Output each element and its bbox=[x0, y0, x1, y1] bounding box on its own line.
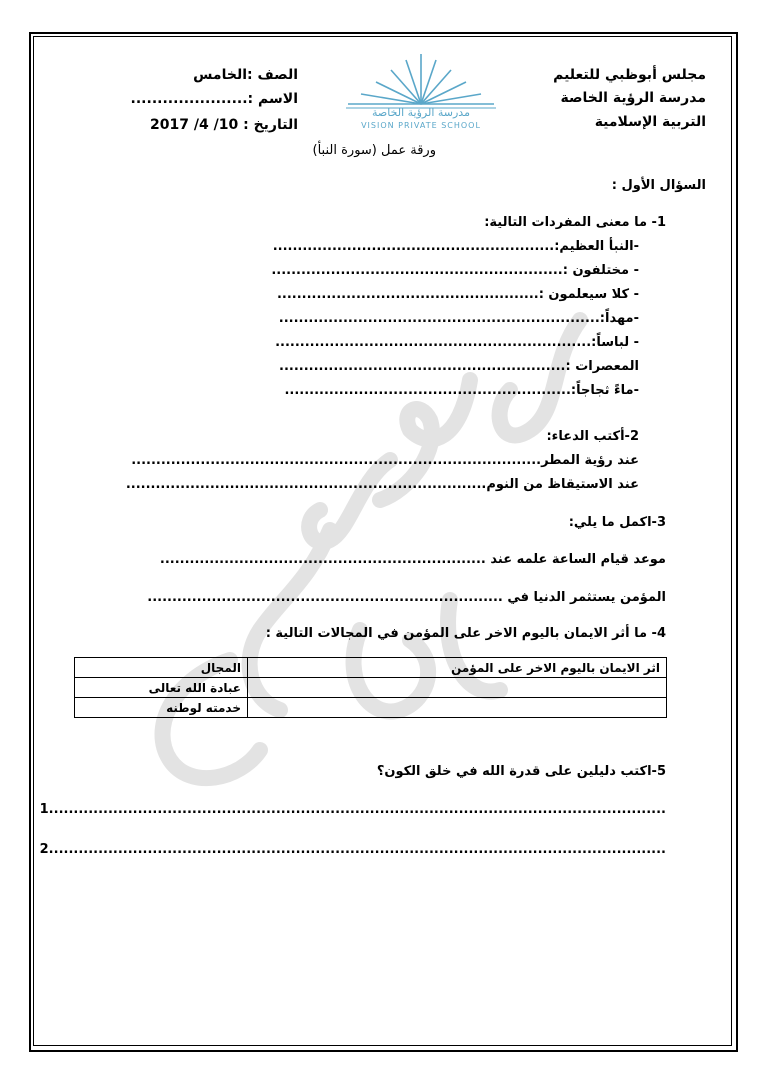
q4-title: 4- ما أثر الايمان باليوم الاخر على المؤمن في المجالات التالية : bbox=[265, 626, 666, 641]
q2-item: عند الاستيقاظ من النوم......................................................................... bbox=[125, 477, 639, 492]
table-cell: خدمته لوطنه bbox=[75, 698, 248, 718]
q5-line: 1............................................................................................................................. bbox=[39, 802, 666, 817]
logo-arabic-text: مدرسة الرؤية الخاصة bbox=[372, 106, 470, 119]
q5-line: 2............................................................................................................................. bbox=[39, 842, 666, 857]
q1-title: 1- ما معنى المفردات التالية: bbox=[484, 215, 666, 230]
q1-item: - لباساً:................................................................ bbox=[275, 335, 639, 350]
q2-item: عند رؤية المطر................................................................................... bbox=[131, 453, 639, 468]
q1-item: -ماءً ثجاجاً:.......................................................... bbox=[284, 383, 639, 398]
grade-label: الصف :الخامس bbox=[193, 67, 298, 83]
q1-item: المعصرات :.......................................................... bbox=[279, 359, 639, 374]
table-header-cell: اثر الايمان باليوم الاخر على المؤمن bbox=[248, 658, 667, 678]
table-header-row bbox=[75, 658, 667, 678]
student-name-field: الاسم :...................... bbox=[130, 91, 298, 107]
q3-title: 3-اكمل ما يلي: bbox=[568, 515, 666, 530]
q3-item: المؤمن يستثمر الدنيا في ........................................................................ bbox=[147, 590, 666, 605]
q2-title: 2-أكتب الدعاء: bbox=[546, 429, 639, 444]
q1-item: -النبأ العظيم:......................................................... bbox=[272, 239, 639, 254]
subject-name: التربية الإسلامية bbox=[594, 114, 706, 130]
date-label: التاريخ : 10/ 4/ 2017 bbox=[150, 117, 298, 133]
school-name: مدرسة الرؤية الخاصة bbox=[560, 90, 706, 106]
table-cell[interactable] bbox=[248, 698, 667, 718]
sunburst-icon bbox=[336, 52, 506, 112]
council-name: مجلس أبوظبي للتعليم bbox=[553, 67, 706, 83]
q5-title: 5-اكتب دليلين على قدرة الله في خلق الكون؟ bbox=[376, 764, 666, 779]
q1-item: -مهداً:................................................................. bbox=[278, 311, 639, 326]
table-cell[interactable] bbox=[248, 678, 667, 698]
worksheet-title: ورقة عمل (سورة النبأ) bbox=[312, 143, 436, 158]
table-row bbox=[75, 678, 667, 698]
school-logo bbox=[336, 52, 506, 134]
table-row bbox=[75, 698, 667, 718]
q3-item: موعد قيام الساعة علمه عند .................................................................. bbox=[159, 552, 666, 567]
section-title: السؤال الأول : bbox=[611, 178, 706, 193]
q1-item: - كلا سيعلمون :..................................................... bbox=[276, 287, 639, 302]
q1-item: - مختلفون :........................................................... bbox=[271, 263, 639, 278]
table-cell: عبادة الله تعالى bbox=[75, 678, 248, 698]
table-header-cell: المجال bbox=[75, 658, 248, 678]
logo-english-text: VISION PRIVATE SCHOOL bbox=[361, 121, 481, 130]
q4-table bbox=[74, 657, 667, 718]
